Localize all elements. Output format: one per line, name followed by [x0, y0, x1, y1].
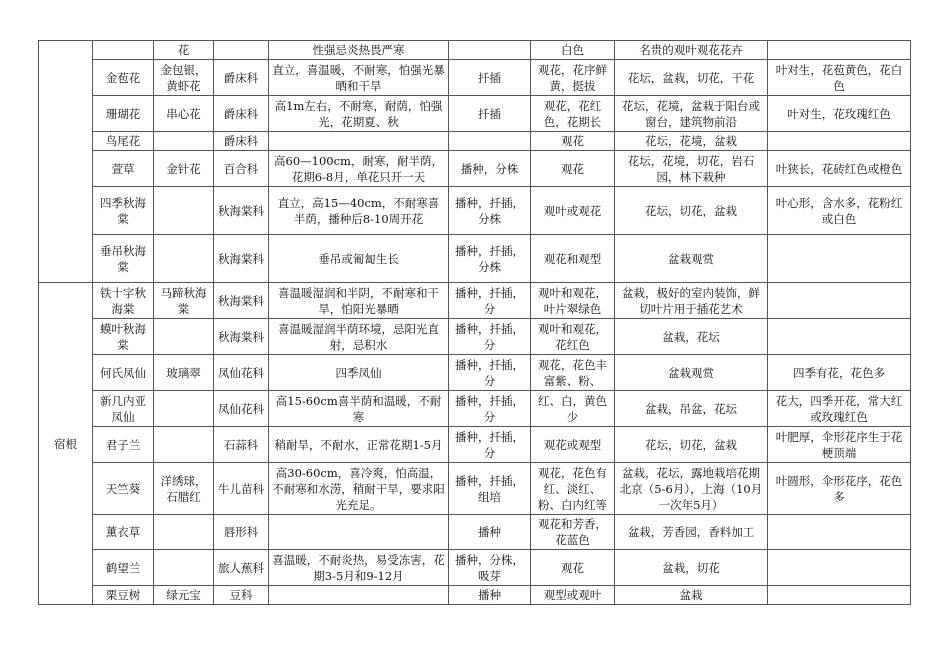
cell-family: 爵床科	[214, 96, 269, 132]
cell-features	[768, 586, 911, 605]
cell-features	[768, 41, 911, 60]
cell-usage: 花坛，花境，切花，岩石园，林下栽种	[615, 151, 768, 187]
cell-family: 秋海棠科	[214, 283, 269, 319]
cell-habit: 垂吊或匍匐生长	[269, 235, 449, 283]
cell-habit: 直立，喜温暖，不耐寒，怕强光暴晒和干旱	[269, 60, 449, 96]
cell-usage: 花坛，盆栽，切花，干花	[615, 60, 768, 96]
cell-habit: 喜温暖，不耐炎热，易受冻害，花期3-5月和9-12月	[269, 550, 449, 586]
cell-usage: 花坛，切花，盆栽	[615, 427, 768, 463]
cell-features	[768, 132, 911, 151]
cell-plant-name: 四季秋海棠	[93, 187, 154, 235]
cell-habit: 四季凤仙	[269, 355, 449, 391]
group-label	[39, 41, 93, 283]
cell-family: 唇形科	[214, 515, 269, 550]
cell-alias: 玻璃翠	[154, 355, 214, 391]
table-row	[39, 355, 911, 391]
cell-features: 叶对生，花玫瑰红色	[768, 96, 911, 132]
cell-alias: 串心花	[154, 96, 214, 132]
cell-alias: 绿元宝	[154, 586, 214, 605]
cell-plant-name: 鹤望兰	[93, 550, 154, 586]
table-row	[39, 463, 911, 515]
cell-habit: 直立，高15—40cm，不耐寒喜半荫，播种后8-10周开花	[269, 187, 449, 235]
cell-usage: 花坛，切花，盆栽	[615, 187, 768, 235]
cell-family: 凤仙花科	[214, 391, 269, 427]
cell-usage: 花坛，花境，盆栽于阳台或窗台，建筑物前沿	[615, 96, 768, 132]
cell-family: 秋海棠科	[214, 319, 269, 355]
cell-habit: 高30-60cm，喜冷爽，怕高温，不耐寒和水涝，稍耐干旱，要求阳光充足。	[269, 463, 449, 515]
cell-alias	[154, 187, 214, 235]
table-row	[39, 151, 911, 187]
cell-plant-name: 鸟尾花	[93, 132, 154, 151]
cell-family: 秋海棠科	[214, 235, 269, 283]
cell-plant-name: 君子兰	[93, 427, 154, 463]
table-row	[39, 427, 911, 463]
cell-usage: 盆栽，花坛，露地栽培花期北京（5-6月），上海（10月一次年5月）	[615, 463, 768, 515]
cell-features	[768, 235, 911, 283]
cell-habit: 喜温暖湿润半荫环境，忌阳光直射，忌积水	[269, 319, 449, 355]
cell-propagation	[449, 132, 531, 151]
table-row	[39, 132, 911, 151]
cell-features: 叶心形，含水多，花粉红或白色	[768, 187, 911, 235]
cell-usage: 盆栽，芳香园，香料加工	[615, 515, 768, 550]
cell-features: 花大，四季开花，常大红或玫瑰红色	[768, 391, 911, 427]
cell-family: 凤仙花科	[214, 355, 269, 391]
cell-plant-name: 萱草	[93, 151, 154, 187]
cell-alias: 金针花	[154, 151, 214, 187]
cell-alias	[154, 235, 214, 283]
cell-family: 旅人蕉科	[214, 550, 269, 586]
cell-alias	[154, 132, 214, 151]
cell-features: 叶对生，花苞黄色，花白色	[768, 60, 911, 96]
table-row	[39, 60, 911, 96]
cell-alias	[154, 515, 214, 550]
cell-ornamental-trait: 观叶和观花，叶片翠绿色	[531, 283, 615, 319]
cell-alias	[154, 319, 214, 355]
cell-habit	[269, 515, 449, 550]
cell-alias: 马蹄秋海棠	[154, 283, 214, 319]
cell-features	[768, 283, 911, 319]
cell-plant-name: 何氏凤仙	[93, 355, 154, 391]
cell-habit	[269, 132, 449, 151]
cell-plant-name	[93, 41, 154, 60]
table-row	[39, 235, 911, 283]
cell-ornamental-trait: 观型或观叶	[531, 586, 615, 605]
cell-ornamental-trait: 观花，花色有红、淡红、粉、白内红等	[531, 463, 615, 515]
cell-habit: 稍耐旱，不耐水，正常花期1-5月	[269, 427, 449, 463]
cell-features	[768, 319, 911, 355]
cell-plant-name: 蟆叶秋海棠	[93, 319, 154, 355]
cell-family: 秋海棠科	[214, 187, 269, 235]
cell-plant-name: 垂吊秋海棠	[93, 235, 154, 283]
table-row	[39, 515, 911, 550]
cell-usage: 盆栽，极好的室内装饰，鲜切叶片用于插花艺术	[615, 283, 768, 319]
table-row	[39, 41, 911, 60]
cell-usage: 盆栽观赏	[615, 355, 768, 391]
cell-propagation: 播种，扦插，分	[449, 319, 531, 355]
cell-ornamental-trait: 观花，花红色，花期长	[531, 96, 615, 132]
cell-plant-name: 天竺葵	[93, 463, 154, 515]
table-row	[39, 586, 911, 605]
cell-habit: 高1m左右，不耐寒，耐荫，怕强光，花期夏、秋	[269, 96, 449, 132]
cell-propagation: 播种，扦插，分株	[449, 187, 531, 235]
cell-alias: 花	[154, 41, 214, 60]
cell-features: 叶狭长，花砖红色或橙色	[768, 151, 911, 187]
table-row	[39, 319, 911, 355]
cell-habit	[269, 586, 449, 605]
cell-ornamental-trait: 观叶或观花	[531, 187, 615, 235]
cell-propagation: 播种，扦插，组培	[449, 463, 531, 515]
cell-ornamental-trait: 观叶和观花，花红色	[531, 319, 615, 355]
cell-usage: 盆栽，吊盆，花坛	[615, 391, 768, 427]
table-row	[39, 283, 911, 319]
cell-alias: 金包银，黄虾花	[154, 60, 214, 96]
cell-alias: 洋绣球，石腊红	[154, 463, 214, 515]
cell-family: 石蒜科	[214, 427, 269, 463]
group-label: 宿根	[39, 283, 93, 605]
cell-propagation: 扦插	[449, 96, 531, 132]
cell-usage: 盆栽	[615, 586, 768, 605]
cell-habit: 性强忌炎热畏严寒	[269, 41, 449, 60]
table-row	[39, 187, 911, 235]
cell-habit: 高15-60cm喜半荫和温暖，不耐寒	[269, 391, 449, 427]
cell-propagation: 播种，扦插，分	[449, 355, 531, 391]
cell-plant-name: 栗豆树	[93, 586, 154, 605]
cell-family: 豆科	[214, 586, 269, 605]
cell-propagation: 播种，扦插，分	[449, 427, 531, 463]
cell-ornamental-trait: 红、白，黄色少	[531, 391, 615, 427]
cell-ornamental-trait: 白色	[531, 41, 615, 60]
cell-propagation	[449, 41, 531, 60]
cell-ornamental-trait: 观花，花色丰富紫、粉、	[531, 355, 615, 391]
cell-usage: 盆栽观赏	[615, 235, 768, 283]
cell-usage: 名贵的观叶观花花卉	[615, 41, 768, 60]
cell-propagation: 播种，分株	[449, 151, 531, 187]
cell-family: 爵床科	[214, 132, 269, 151]
cell-alias	[154, 391, 214, 427]
cell-habit: 高60—100cm，耐寒，耐半荫，花期6-8月，单花只开一天	[269, 151, 449, 187]
cell-features	[768, 515, 911, 550]
table-row	[39, 391, 911, 427]
cell-propagation: 播种，分株，吸芽	[449, 550, 531, 586]
cell-features: 叶圆形，伞形花序，花色多	[768, 463, 911, 515]
cell-family: 百合科	[214, 151, 269, 187]
cell-propagation: 播种，扦插，分	[449, 391, 531, 427]
cell-features	[768, 550, 911, 586]
cell-alias	[154, 427, 214, 463]
cell-ornamental-trait: 观花和观型	[531, 235, 615, 283]
cell-features: 叶肥厚，伞形花序生于花梗顶端	[768, 427, 911, 463]
cell-alias	[154, 550, 214, 586]
plant-table-body	[39, 41, 911, 605]
cell-usage: 盆栽，花坛	[615, 319, 768, 355]
cell-plant-name: 金苞花	[93, 60, 154, 96]
table-row	[39, 550, 911, 586]
cell-ornamental-trait: 观花或观型	[531, 427, 615, 463]
cell-usage: 花坛，花境，盆栽	[615, 132, 768, 151]
cell-ornamental-trait: 观花	[531, 132, 615, 151]
cell-plant-name: 珊瑚花	[93, 96, 154, 132]
cell-propagation: 扦插	[449, 60, 531, 96]
cell-habit: 喜温暖湿润和半阴，不耐寒和干旱，怕阳光暴晒	[269, 283, 449, 319]
cell-propagation: 播种	[449, 515, 531, 550]
cell-usage: 盆栽，切花	[615, 550, 768, 586]
cell-plant-name: 薰衣草	[93, 515, 154, 550]
cell-family: 牛儿苗科	[214, 463, 269, 515]
cell-family: 爵床科	[214, 60, 269, 96]
cell-ornamental-trait: 观花，花序鲜黄，挺拔	[531, 60, 615, 96]
plant-table	[38, 40, 911, 605]
cell-plant-name: 新几内亚凤仙	[93, 391, 154, 427]
table-row	[39, 96, 911, 132]
cell-propagation: 播种，扦插，分株	[449, 235, 531, 283]
cell-features: 四季有花，花色多	[768, 355, 911, 391]
cell-plant-name: 铁十字秋海棠	[93, 283, 154, 319]
cell-propagation: 播种，扦插，分	[449, 283, 531, 319]
cell-ornamental-trait: 观花	[531, 151, 615, 187]
cell-ornamental-trait: 观花和芳香，花蓝色	[531, 515, 615, 550]
cell-ornamental-trait: 观花	[531, 550, 615, 586]
cell-family	[214, 41, 269, 60]
cell-propagation: 播种	[449, 586, 531, 605]
